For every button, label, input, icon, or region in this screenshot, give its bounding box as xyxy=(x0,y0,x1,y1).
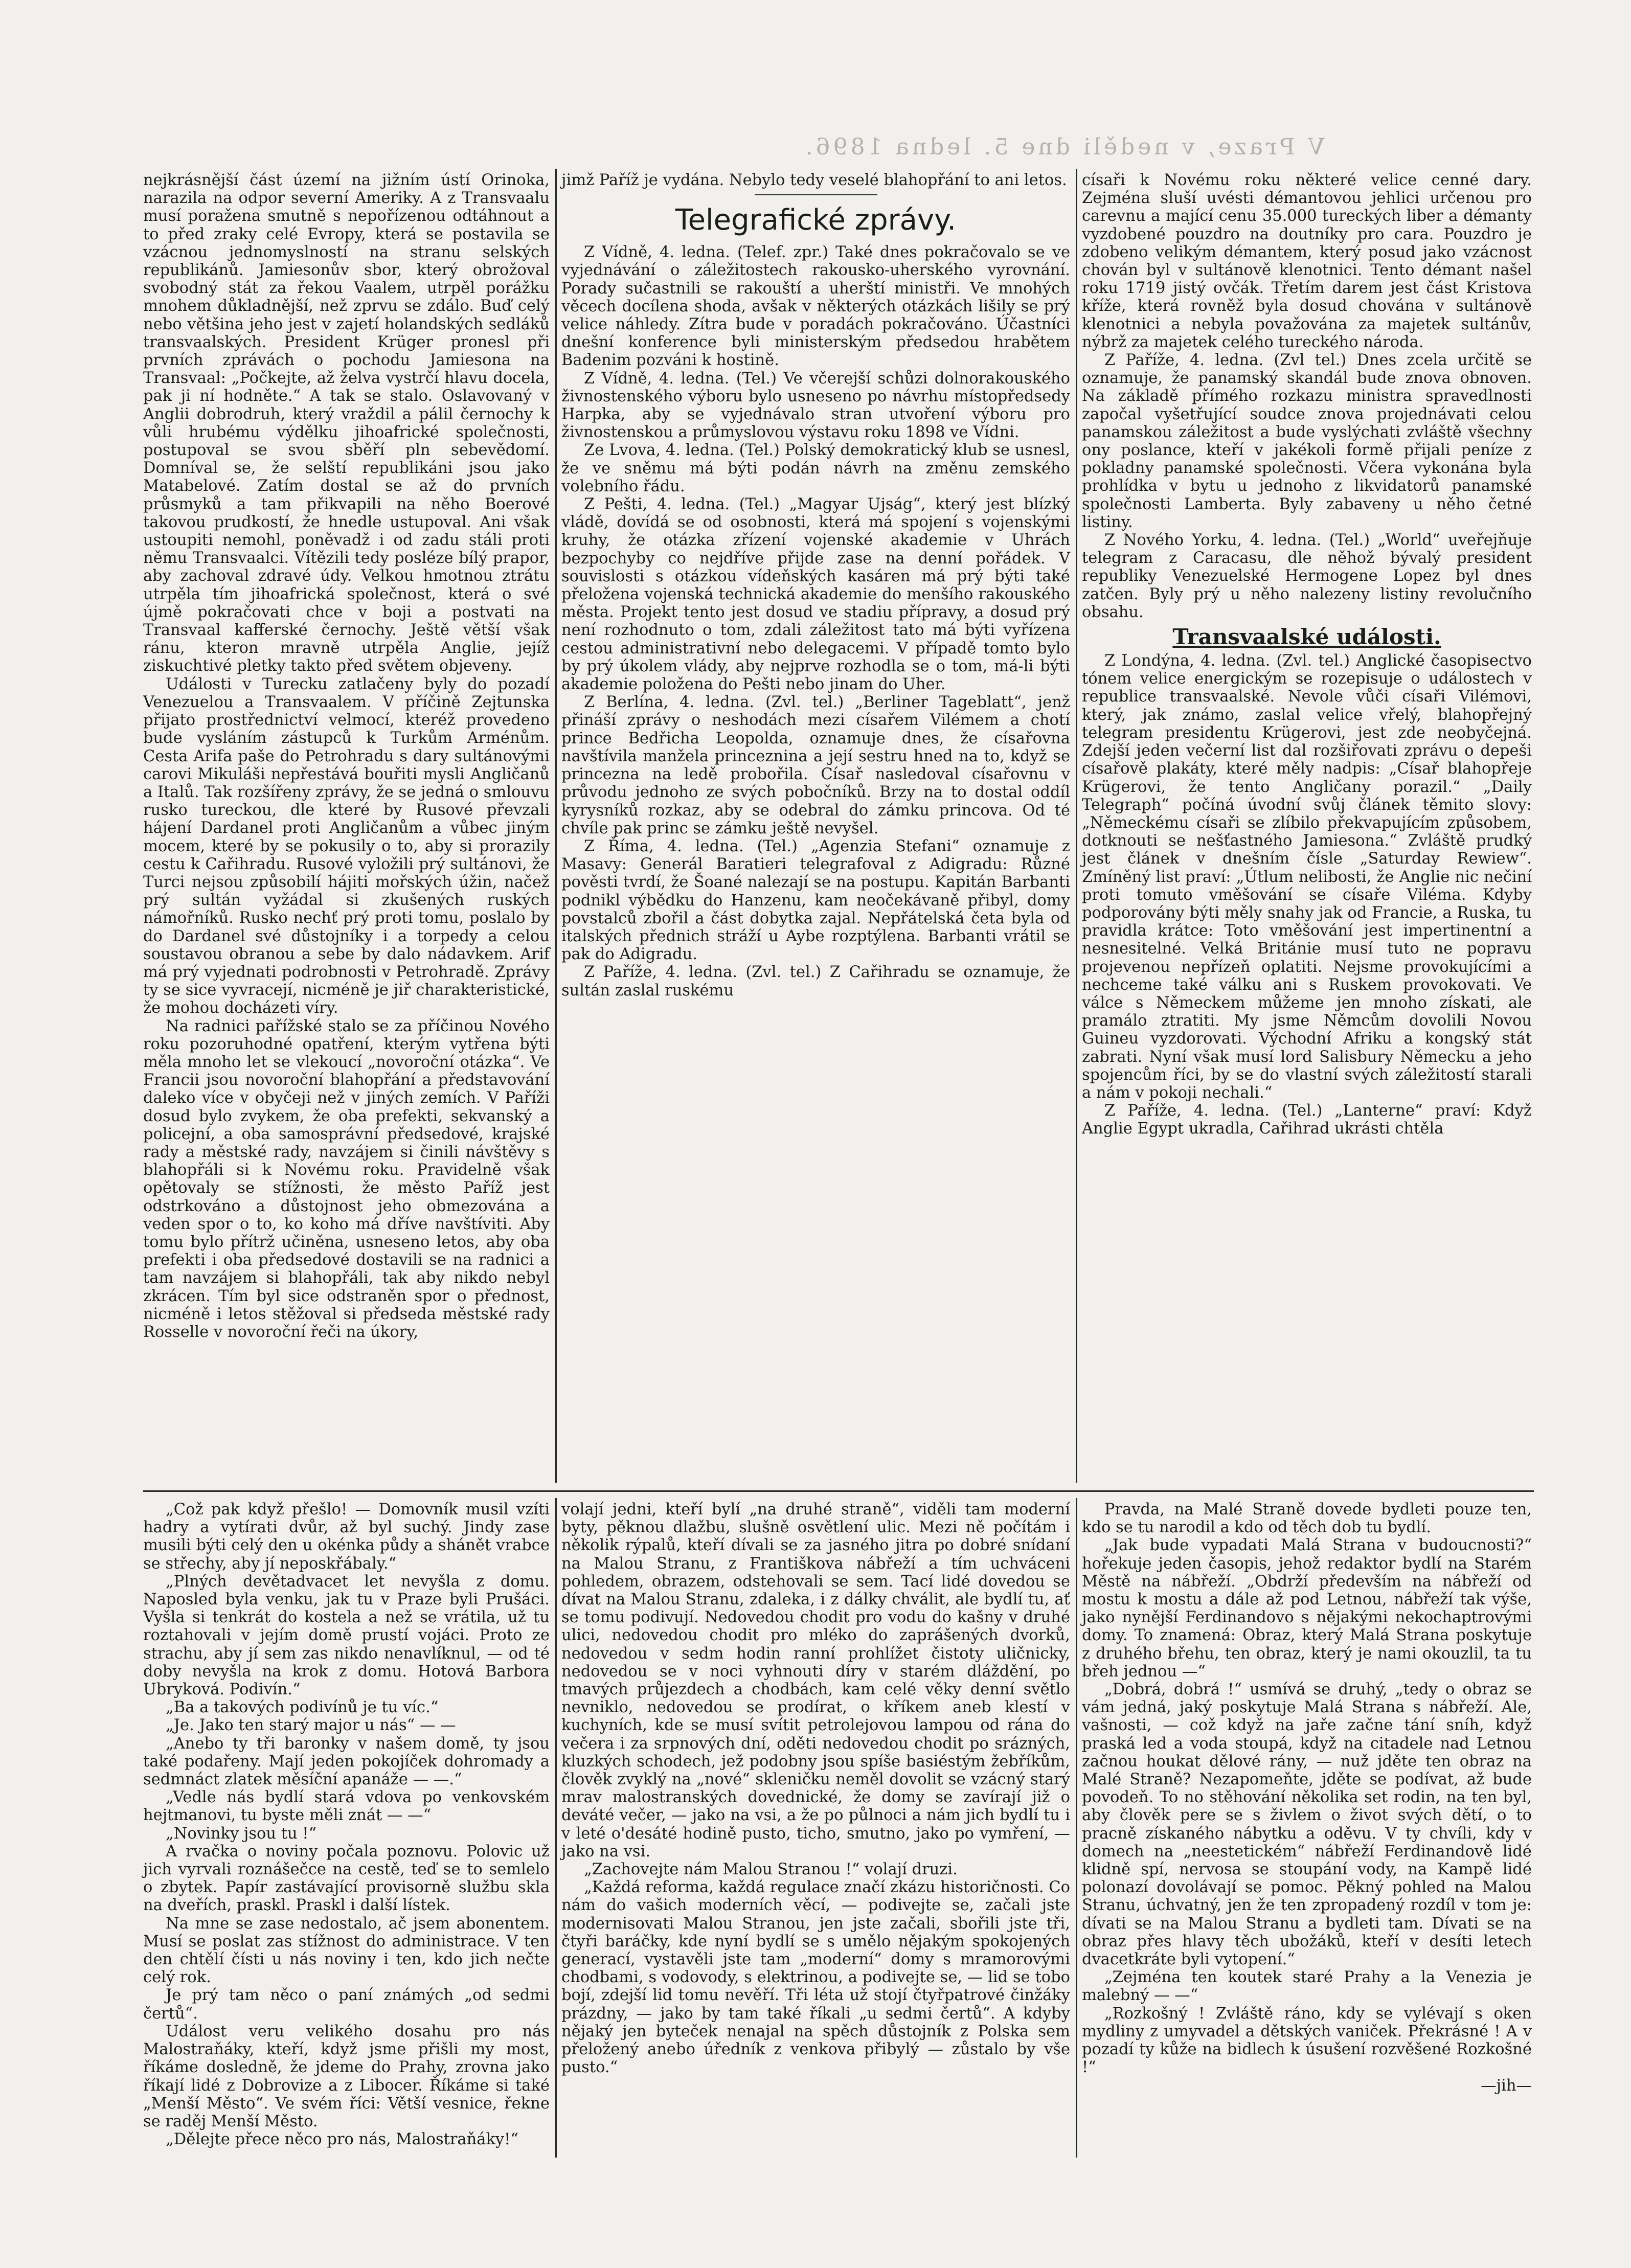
feuilleton-paragraph: A rvačka o noviny počala poznovu. Polovic už jich vyrvali roznášečce na cestě, teď se to semlelo o zbytek. Papír zastávající provisorně službu skla na dveřích, praskl. Praskl i další lístek. xyxy=(143,1842,550,1915)
column-rule xyxy=(555,1498,557,2158)
feuilleton-paragraph: „Novinky jsou tu !“ xyxy=(166,1824,317,1843)
telegraph-item: Z Vídně, 4. ledna. (Tel.) Ve včerejší schůzi dolnorakouského živnostenského výboru bylo usneseno po návrhu místopředsedy Harpka, aby se vyjednávalo stran utvoření výboru pro živnostenskou a průmyslovou výstavu roku 1898 ve Vídni. xyxy=(561,369,1070,442)
column-rule xyxy=(1076,169,1077,1483)
feuilleton-paragraph: „Zachovejte nám Malou Stranou !“ volají druzi. xyxy=(584,1861,958,1879)
feuilleton-paragraph: Událost veru velikého dosahu pro nás Malostraňáky, kteří, když jsme přišli my most, říkáme dosledně, že jdeme do Prahy, zrovna jako říkají lidé z Dobrovize a z Libocer. Říkáme si také „Menší Město“. Ve svém říci: Větší vesnice, řekne se raděj Menší Město. xyxy=(143,2022,550,2130)
feuilleton-paragraph: „Je. Jako ten starý major u nás“ — — xyxy=(166,1716,456,1735)
telegraph-item: Z Paříže, 4. ledna. (Zvl. tel.) Z Cařihradu se oznamuje, že sultán zaslal ruskému xyxy=(561,963,1070,1000)
feuilleton-paragraph: „Dobrá, dobrá !“ usmívá se druhý, „tedy o obraz se vám jedná, jaký poskytuje Malá Strana s nábřeží. Ale, vašnosti, — což když na jaře začne tání sníh, když praská led a voda stoupá, když na citadele nad Letnou začnou houkat dělové rány, — nuž jděte ten obraz na Malé Straně? Nezapomeňte, jděte se podívat, až bude povodeň. To no stěhování několika set rodin, na ten byl, aby člověk pere se s živlem o život svých dětí, o to pracně získaného nábytku a oděvu. V ty chvíli, kdy v domech na „neestetickém“ nábřeží Ferdinandově lidé klidně spí, nervosa se stoupání vody, na Kampě lidé polonazí dovolávají se pomoc. Pěkný pohled na Malou Stranu, úchvatný, jen že ten zpropadený rozdíl v tom je: dívati se na Malou Stranu a bydleti tam. Dívati se na obraz přes hlavy těch ubožáků, kteří v desíti letech dvacetkráte byli vytopení.“ xyxy=(1082,1681,1532,1969)
col3-paragraph: Z Paříže, 4. ledna. (Tel.) „Lanterne“ praví: Když Anglie Egypt ukradla, Cařihrad ukrásti chtěla xyxy=(1082,1102,1532,1138)
author-signature: —jih— xyxy=(1481,2076,1532,2095)
feuilleton-rule xyxy=(143,1490,1534,1492)
telegraph-item: Z Pešti, 4. ledna. (Tel.) „Magyar Ujság“, který jest blízký vládě, dovídá se od osobnosti, která má spojení s vojenskými kruhy, že otázka zřízení vojenské akademie v Uhrách bezpochyby co nejdříve přijde zase na denní pořádek. V souvislosti s otázkou vídeňských kasáren má prý býti také přeložena vojenská technická akademie do menšího rakouského města. Projekt tento jest dosud ve stadiu přípravy, a dosud prý není rozhodnuto o tom, zdali záležitost tato má býti vyřízena cestou administrativní nebo delegacemi. V případě tomto bylo by prý úkolem vlády, aby nejprve rozhodla se o tom, má-li býti akademie položena do Pešti nebo jinam do Uher. xyxy=(561,495,1070,694)
telegraph-item: Z Berlína, 4. ledna. (Zvl. tel.) „Berliner Tageblatt“, jenž přináší zprávy o neshodách mezi císařem Vilémem a chotí prince Bedřicha Leopolda, oznamuje dnes, že císařovna navštívila manžela princeznina a její sestru hned na to, když se princezna na ledě probořila. Císař nasledoval císařovnu v průvodu jednoho ze svých pobočníků. Brzy na to dostal oddíl kyrysníků rozkaz, aby se odebral do zámku princova. Od té chvíle pak princ se zámku ještě nevyšel. xyxy=(561,693,1070,837)
feuilleton-paragraph: Je prý tam něco o paní známých „od sedmi čertů“. xyxy=(143,1986,550,2023)
feuilleton-paragraph: „Anebo ty tři baronky v našem domě, ty jsou také podařeny. Mají jeden pokojíček dohromady a sedmnáct zlatek měsíční apanáže — —.“ xyxy=(143,1734,550,1789)
col3-paragraph: Z Nového Yorku, 4. ledna. (Tel.) „World“ uveřejňuje telegram z Caracasu, dle něhož bývalý president republiky Venezuelské Hermogene Lopez byl dnes zatčen. Byly prý u něho nalezeny listiny revolučního obsahu. xyxy=(1082,531,1532,621)
column-rule xyxy=(555,169,557,1483)
feuilleton-paragraph: „Jak bude vypadati Malá Strana v budoucnosti?“ hořekuje jeden časopis, jehož redaktor bydlí na Starém Městě na nábřeží. „Obdrží především na nábřeží od mostu k mostu a dále až pod Letnou, nábřeží tak výše, jako nynější Ferdinandovo s nějakými nekochaptrovými domy. To znamená: Obraz, který Malá Strana poskytuje z druhého břehu, ten obraz, který je nami okouzlil, ta tu břeh jednou —“ xyxy=(1082,1536,1532,1681)
section-rule xyxy=(755,194,877,195)
feuilleton-column-3 xyxy=(1082,1501,1532,2095)
col3-paragraph: Z Paříže, 4. ledna. (Zvl tel.) Dnes zcela určitě se oznamuje, že panamský skandál bude znova obnoven. Na základě přímého rozkazu ministra spravedlnosti započal vyšetřující soudce znova projednávati celou panamskou záležitost a bude vyslýchati zvláště všechny ony poslance, kteří v jakékoli formě přijali peníze z pokladny panamské společnosti. Včera vykonána byla prohlídka v bytu u jednoho z likvidatorů panamské společnosti Lamberta. Byly zabaveny u něho četné listiny. xyxy=(1082,351,1532,531)
feuilleton-paragraph: „Zejména ten koutek staré Prahy a la Venezia je malebný — —“ xyxy=(1082,1968,1532,2005)
feuilleton-paragraph: „Každá reforma, každá regulace značí zkázu historičnosti. Co nám do vašich moderních věcí, — podivejte se, začali jste modernisovati Malou Stranou, jen jste začali, sbořili jste tři, čtyři baráčky, kde nyní bydlí se s umělo nějakým spokojených generací, vystavěli jste tam „moderní“ domy s mramorovými chodbami, s vodovody, s elektrinou, a podivejte se, — lid se tobo bojí, zdejší lid tomu nevěří. Tři léta už stojí čtyřpatrové činžáky prázdny, — jako by tam také říkali „u sedmi čertů“. A kdyby nějaký jen byteček nenajal na spěch důstojník z Polska sem přeložený anebo úředník z venkova přibylý — zůstalo by vše pusto.“ xyxy=(561,1878,1070,2077)
telegraph-item: Z Říma, 4. ledna. (Tel.) „Agenzia Stefani“ oznamuje z Masavy: Generál Baratieri telegrafoval z Adigradu: Různé pověsti tvrdí, že Šoané nalezají se na postupu. Kapitán Barbanti podnikl výbědku do Hanzenu, kam neočekávaně přibyl, domy povstalců zbořil a část dobytka zajal. Nepřátelská četa byla od italských přednich stráží u Aybe rozptýlena. Barbanti vrátil se pak do Adigradu. xyxy=(561,837,1070,964)
col1-paragraph: Události v Turecku zatlačeny byly do pozadí Venezuelou a Transvaalem. V příčině Zejtunska přijato prostřednictví velmocí, kteréž provedeno bude vysláním zástupců k Turkům Arménům. Cesta Arifa paše do Petrohradu s dary sultánovými carovi Mikuláši nepřestává bouřiti mysli Angličanů a Italů. Tak rozšířeny zprávy, že se jedná o smlouvu rusko tureckou, dle které by Rusové převzali hájení Dardanel proti Angličanům a vůbec jiným mocem, které by se pokusily o to, aby si prorazily cestu k Cařihradu. Rusové vyložili prý sultánovi, že Turci nejsou způsobilí hájiti mořských úžin, načež prý sultán vyžádal si zkušených ruských námořníků. Rusko nechť prý proti tomu, poslalo by do Dardanel své důstojníky i a torpedy a celou soustavou obranou a sebe by dalo nádavkem. Arif má prý vyjednati podrobnosti v Petrohradě. Zprávy ty se sice vyvracejí, nicméně je jiř charakteristické, že mohou docházeti víry. xyxy=(143,675,550,1017)
column-2 xyxy=(561,171,1070,1000)
col2-top-paragraph: jimž Paříž je vydána. Nebylo tedy veselé blahopřání to ani letos. xyxy=(561,171,1067,189)
column-rule xyxy=(1076,1498,1077,2158)
running-head-mirrored: V Praze, v neděli dne 5. ledna 1896. xyxy=(802,134,1325,160)
telegraph-item: Z Vídně, 4. ledna. (Telef. zpr.) Také dnes pokračovalo se ve vyjednávání o záležitostech rakousko-uherského vyrovnání. Porady sučastnili se rakouští a uherští ministři. Ve mnohých věcech docílena shoda, avšak v některých otázkách lišily se prý velice náhledy. Zítra bude v poradách pokračováno. Účastníci dnešní konference byli ministerským předsedou hrabětem Badenim pozváni k hostině. xyxy=(561,243,1070,370)
col1-paragraph: Na radnici pařížské stalo se za příčinou Nového roku pozoruhodné opatření, kterým vytřena býti měla mnoho let se vlekoucí „novoroční otázka“. Ve Francii jsou novoroční blahopřání a představování daleko více v obyčeji než v jiných zemích. V Paříži dosud bylo zvykem, že oba prefekti, sekvanský a policejní, a oba samosprávní předsedové, krajské rady a městské rady, navzájem si činili návštěvy s blahopřáli si k Novému roku. Pravidelně však opětovaly se stížnosti, že město Paříž jest odstrkováno a důstojnost jeho obmezována a veden spor o to, ko koho má dříve navštíviti. Aby tomu bylo přítrž učiněna, usneseno letos, aby oba prefekti i oba předsedové dostavili se na radnici a tam navzájem si blahopřáli, tak aby nikdo nebyl zkrácen. Tím byl sice odstraněn spor o přednost, nicméně i letos stěžoval si předseda městské rady Rosselle v novoroční řeči na úkory, xyxy=(143,1017,550,1341)
col1-paragraph: nejkrásnější část území na jižním ústí Orinoka, narazila na odpor severní Ameriky. A z Transvaalu musí poražena smutně s nepořízenou odtáhnout a to před zraky celé Evropy, která se postavila se vzácnou jednomyslností na stranu selských republikánů. Jamiesonův sbor, který obrožoval svobodný stát za řekou Vaalem, utrpěl porážku mnohem důkladnější, než zprvu se zdálo. Buď celý nebo většina jeho jest v zajetí holandských sedláků transvaalských. President Krüger pronesl při prvních zprávách o pochodu Jamiesona na Transvaal: „Počkejte, až želva vystrčí hlavu docela, pak ji ní hodněte.“ A tak se stalo. Oslavovaný v Anglii dobrodruh, který vraždil a pálil černochy k vůli hrubému výdělku jihoafrické společnosti, postupoval se svou sběří pln sebevědomí. Domníval se, že selští republikáni jsou jako Matabelové. Zatím dostal se až do prvních průsmyků a tam přikvapili na něho Boerové takovou prudkostí, že hnedle ustupoval. Ani však ustoupiti nemohl, poněvadž i od zadu stáli proti němu Transvaalci. Vítězili tedy posléze bílý prapor, aby zachoval zdravé údy. Velkou hmotnou ztrátu utrpěla tím jihoafrická společnost, která o své újmě pokračovati chce v boji a postvati na Transvaal kafferské černochy. Ještě větší však ránu, kteron mravně utrpěla Anglie, jejíž ziskuchtivé pletky takto před světem objeveny. xyxy=(143,171,550,675)
transvaal-events-heading: Transvaalské události. xyxy=(1172,624,1441,650)
feuilleton-paragraph: Pravda, na Malé Straně dovede bydleti pouze ten, kdo se tu narodil a kdo od těch dob tu bydlí. xyxy=(1082,1501,1532,1537)
feuilleton-paragraph: „Plných devětadvacet let nevyšla z domu. Naposled byla venku, jak tu v Praze byli Prušáci. Vyšla si tenkrát do kostela a než se vrátila, už tu roztahovali v jejím domě prustí vojáci. Proto ze strachu, aby jí sem zas nikdo nenavlíknul, — od té doby nevyšla na krok z domu. Hotová Barbora Ubryková. Podivín.“ xyxy=(143,1572,550,1699)
feuilleton-paragraph: „Vedle nás bydlí stará vdova po venkovském hejtmanovi, tu byste měli znát — —“ xyxy=(143,1788,550,1825)
feuilleton-column-2 xyxy=(561,1501,1070,2077)
telegraph-item: Ze Lvova, 4. ledna. (Tel.) Polský demokratický klub se usnesl, že ve sněmu má býti podán návrh na změnu zemského volebního řádu. xyxy=(561,441,1070,495)
col3-paragraph: Z Londýna, 4. ledna. (Zvl. tel.) Anglické časopisectvo tónem velice energickým se rozepisuje o událostech v republice transvaalské. Nevole vůči císaři Vilémovi, který, jak známo, zaslal velice vřelý, blahopřejný telegram presidentu Krügerovi, jest zde neobyčejná. Zdejší jeden večerní list dal rozšiřovati zprávu o depeši císařově plakáty, které měly nadpis: „Císař blahopřeje Krügerovi, že tento Angličany porazil.“ „Daily Telegraph“ počíná úvodní svůj článek těmito slovy: „Německému císaři se zlíbilo překvapujícím způsobem, dotknouti se nešťastného Jamiesona.“ Zvláště prudký jest článek v dnešním čísle „Saturday Rewiew“. Zmíněný list praví: „Útlum nelibosti, že Anglie nic nečiní proti tomuto vměšování se císaře Viléma. Kdyby podporovány býti měly snahy jak od Francie, a Ruska, tu pravidla krátce: Toto vměšování jest impertinentní a nesnesitelné. Velká Británie musí tuto ne popravu projevenou nepřízeň oplatiti. Nejsme provokujícími a nechceme také válku ani s Ruskem provokovati. Ve válce s Německem můžeme jen mnoho získati, ale pramálo ztratiti. My jsme Němcům dovolili Novou Guineu vyzdorovati. Východní Afriku a kongský stát zabrati. Nyní však musí lord Salisbury Německu a jeho spojencům říci, by se do vlastní svých záležitostí starali a nám v pokoji nechali.“ xyxy=(1082,652,1532,1102)
feuilleton-column-1 xyxy=(143,1501,550,2148)
col3-paragraph: císaři k Novému roku některé velice cenné dary. Zejména sluší uvésti démantovou jehlici určenou pro carevnu a mající cenu 35.000 tureckých liber a démanty vyzdobené pouzdro na doutníky pro cara. Pouzdro je zdobeno velikým démantem, který posud jako vzácnost chován byl v sultánově klenotnici. Tento démant našel roku 1719 jistý ovčák. Třetím darem jest část Kristova kříže, která rovněž byla dosud chována v sultánově klenotnici a nebyla považována za majetek sultánův, nýbrž za majetek celého tureckého národa. xyxy=(1082,171,1532,351)
feuilleton-paragraph: „Ba a takových podivínů je tu víc.“ xyxy=(166,1698,439,1717)
column-1 xyxy=(143,171,550,1341)
feuilleton-paragraph: „Rozkošný ! Zvláště ráno, kdy se vylévají s oken mydliny z umyvadel a dětských vaniček. Překrásné ! A v pozadí ty kůže na bidlech k úsušení rozvěšené Rozkošné !“ xyxy=(1082,2004,1532,2077)
telegraph-news-heading: Telegrafické zprávy. xyxy=(675,203,957,237)
feuilleton-paragraph: „Což pak když přešlo! — Domovník musil vzíti hadry a vytírati dvůr, až byl suchý. Jindy zase musili býti celý den u okénka půdy a shánět vrabce se střechy, aby jí neposkřábaly.“ xyxy=(143,1501,550,1573)
feuilleton-paragraph: Na mne se zase nedostalo, ač jsem abonentem. Musí se poslat zas stížnost do administrace. V ten den chtělí čísti u nás noviny i ten, kdo jich nečte celý rok. xyxy=(143,1914,550,1987)
column-3 xyxy=(1082,171,1532,1138)
feuilleton-paragraph: „Dělejte přece něco pro nás, Malostraňáky!“ xyxy=(166,2130,519,2149)
feuilleton-paragraph: volají jedni, kteří bylí „na druhé straně“, viděli tam moderní byty, pěknou dlažbu, slušně osvětlení ulic. Mezi ně počítám i několik rýpalů, kteří dívali se za jasného jitra po dobré snídaní na Malou Stranu, z Františkova nábřeží a tím uchváceni pohledem, obrazem, odstehovali se sem. Tací lidé dovedou se dívat na Malou Stranu, zdaleka, i z dálky chválit, ale bydlí tu, ať se tomu podivují. Nedovedou chodit pro vodu do kašny v druhé ulici, nedovedou chodit pro mléko do zaprášených dvorků, nedovedou v sedm hodin ranní prohlížet čistoty uličnicky, nedovedou se v noci vyhnouti díry v starém dláždění, po tmavých průjezdech a chodbách, kam celé věky denní světlo nevniklo, nedovedou se prodírat, o kříkem aneb klestí v kuchyních, kde se musí svítit petrolejovou lampou od rána do večera i za srpnových dní, oděti nedovedou chodit po srázných, kluzkých schodech, jež podobny jsou spíše basiéstým žebříkům, člověk zvyklý na „nové“ skleničku neměl dovolit se vzácný starý mrav malostranských dovednické, že domy se zavírají již o deváté večer, — jako na vsi, a že po půlnoci a nám jich bydlí tu i v leté o'desáté hodině pusto, ticho, smutno, jako po vymření, — jako na vsi. xyxy=(561,1501,1070,1861)
